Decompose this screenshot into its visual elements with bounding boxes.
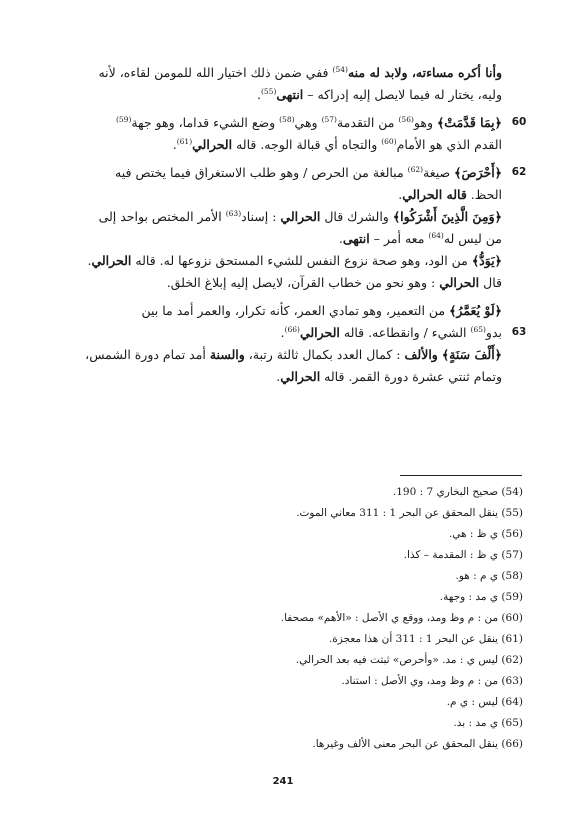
verse-quote: ﴿أَلْفَ سَنَةٍ﴾: [441, 347, 502, 362]
text-run: صيغة: [423, 165, 455, 180]
text-run: الحرالي: [192, 137, 233, 152]
text-line: [38, 228, 502, 250]
verse-quote: ﴿أَحْرَصَ﴾: [454, 165, 502, 180]
page-number: 241: [272, 776, 294, 787]
text-line: [38, 84, 502, 106]
footnote: (61) ينقل عن البحر 1 : 311 أن هذا معجزة.: [328, 633, 523, 645]
text-run: وليه، يختار له فيما لايصل إليه إدراكه –: [303, 87, 502, 102]
text-run: والألف: [404, 347, 438, 362]
text-run: من الود، وهو صحة نزوع النفس للشيء المستحق نزوعها له. قاله: [131, 253, 472, 268]
text-line: [38, 250, 502, 272]
text-line: [38, 300, 502, 322]
text-line: [38, 206, 502, 228]
text-run: وهو: [413, 115, 437, 130]
footnote-ref: (59): [115, 114, 132, 124]
footnote-ref: (56): [398, 114, 414, 124]
text-run: والتجاه أي قبالة الوجه. قاله: [232, 137, 382, 152]
footnote: (55) ينقل المحقق عن البحر 1 : 311 معاني الموت.: [296, 507, 523, 519]
text-run: أمد تمام دورة الشمس،: [85, 347, 210, 362]
text-run: انتهى: [342, 231, 370, 246]
verse-quote: ﴿يَوَدُّ﴾: [471, 253, 502, 268]
text-run: .: [172, 137, 177, 152]
text-run: الحرالي: [439, 275, 480, 290]
text-run: .: [256, 87, 261, 102]
text-run: : وهو نحو من خطاب القرآن، لايصل إليه إبلاغ الخلق.: [166, 275, 440, 290]
text-run: انتهى: [276, 87, 304, 102]
margin-line-number: 60: [511, 116, 527, 128]
text-run: .: [338, 231, 343, 246]
footnote: (64) ليس : ي م.: [446, 696, 523, 708]
text-run: ففي ضمن ذلك اختيار الله للمومن لقاءه، لأنه: [98, 65, 333, 80]
text-run: .: [276, 369, 281, 384]
main-text: [38, 62, 502, 388]
footnote: (57) ي ظ : المقدمة – كذا.: [403, 549, 523, 561]
text-run: والشرك قال: [320, 209, 393, 224]
text-run: الحظ.: [466, 187, 502, 202]
text-run: الحرالي: [280, 209, 321, 224]
margin-line-number: 63: [511, 326, 527, 338]
text-run: بدو: [485, 325, 502, 340]
verse-quote: ﴿وَمِنَ الَّذِينَ أَشْرَكُوا﴾: [392, 209, 502, 224]
text-run: وتمام ثنتي عشرة دورة القمر. قاله: [320, 369, 502, 384]
text-run: .: [398, 187, 403, 202]
text-line: [38, 184, 502, 206]
text-run: وأنا أكره مساءته، ولابد له منه: [347, 65, 502, 80]
footnote-ref: (60): [381, 136, 397, 146]
text-run: الشيء / وانقطاعه. قاله: [339, 325, 471, 340]
footnote-ref: (61): [176, 136, 193, 146]
text-run: من التعمير، وهو تمادي العمر، كأنه تكرار، والعمر أمد ما بين: [141, 303, 450, 318]
text-line: [38, 162, 502, 184]
text-run: : إسناد: [241, 209, 281, 224]
footnote: (54) صحيح البخاري 7 : 190.: [392, 486, 523, 498]
text-run: قاله الحرالي: [402, 187, 467, 202]
text-run: من التقدمة: [336, 115, 399, 130]
footnote: (60) من : م وظ ومد، ووقع ي الأصل : «الأهم» مصحفا.: [280, 612, 523, 624]
text-line: [38, 112, 502, 134]
text-run: : كمال العدد بكمال ثالثة رتبة،: [244, 347, 405, 362]
footnote-ref: (54): [332, 64, 348, 74]
footnote-ref: (57): [321, 114, 337, 124]
margin-line-number: 62: [511, 166, 527, 178]
text-line: [38, 344, 502, 366]
text-run: .: [87, 253, 92, 268]
text-run: .: [280, 325, 285, 340]
text-run: وضع الشيء قداما، وهو جهة: [131, 115, 280, 130]
text-run: مبالغة من الحرص / وهو طلب الاستغراق فيما يختص فيه: [115, 165, 408, 180]
footnotes-block: [40, 482, 523, 755]
footnote-ref: (64): [428, 230, 444, 240]
footnote-separator: [400, 475, 522, 476]
text-run: القدم الذي هو الأمام: [396, 137, 502, 152]
text-run: من ليس له: [443, 231, 502, 246]
text-run: الحرالي: [280, 369, 321, 384]
footnote: (62) ليس ي : مد. «وأحرص» ثبتت فيه بعد الحرالي.: [295, 654, 523, 666]
footnote: (58) ي م : هو.: [455, 570, 523, 582]
text-run: وهي: [294, 115, 322, 130]
text-run: الحرالي: [91, 253, 132, 268]
text-run: قال: [479, 275, 502, 290]
text-run: الأمر المختص بواحد إلى: [98, 209, 226, 224]
footnote-ref: (66): [284, 324, 300, 334]
text-line: [38, 322, 502, 344]
text-run: معه أمر –: [369, 231, 429, 246]
footnote-ref: (55): [260, 86, 277, 96]
text-line: [38, 134, 502, 156]
footnote: (56) ي ظ : هي.: [448, 528, 523, 540]
text-line: [38, 62, 502, 84]
footnote-ref: (63): [225, 208, 242, 218]
text-run: الحرالي: [299, 325, 340, 340]
footnote: (63) من : م وظ ومد، وي الأصل : استناد.: [341, 675, 523, 687]
footnote: (65) ي مد : بد.: [453, 717, 523, 729]
footnote-ref: (65): [470, 324, 486, 334]
footnote-ref: (62): [407, 164, 424, 174]
text-line: [38, 272, 502, 294]
text-line: [38, 366, 502, 388]
verse-quote: ﴿لَوْ يُعَمَّرُ﴾: [449, 303, 502, 318]
footnote: (66) ينقل المحقق عن البحر معنى الألف وغيرها.: [312, 738, 523, 750]
text-run: والسنة: [209, 347, 245, 362]
footnote: (59) ي مد : وجهة.: [439, 591, 523, 603]
footnote-ref: (58): [279, 114, 295, 124]
verse-quote: ﴿بِمَا قَدَّمَتْ﴾: [436, 115, 502, 130]
